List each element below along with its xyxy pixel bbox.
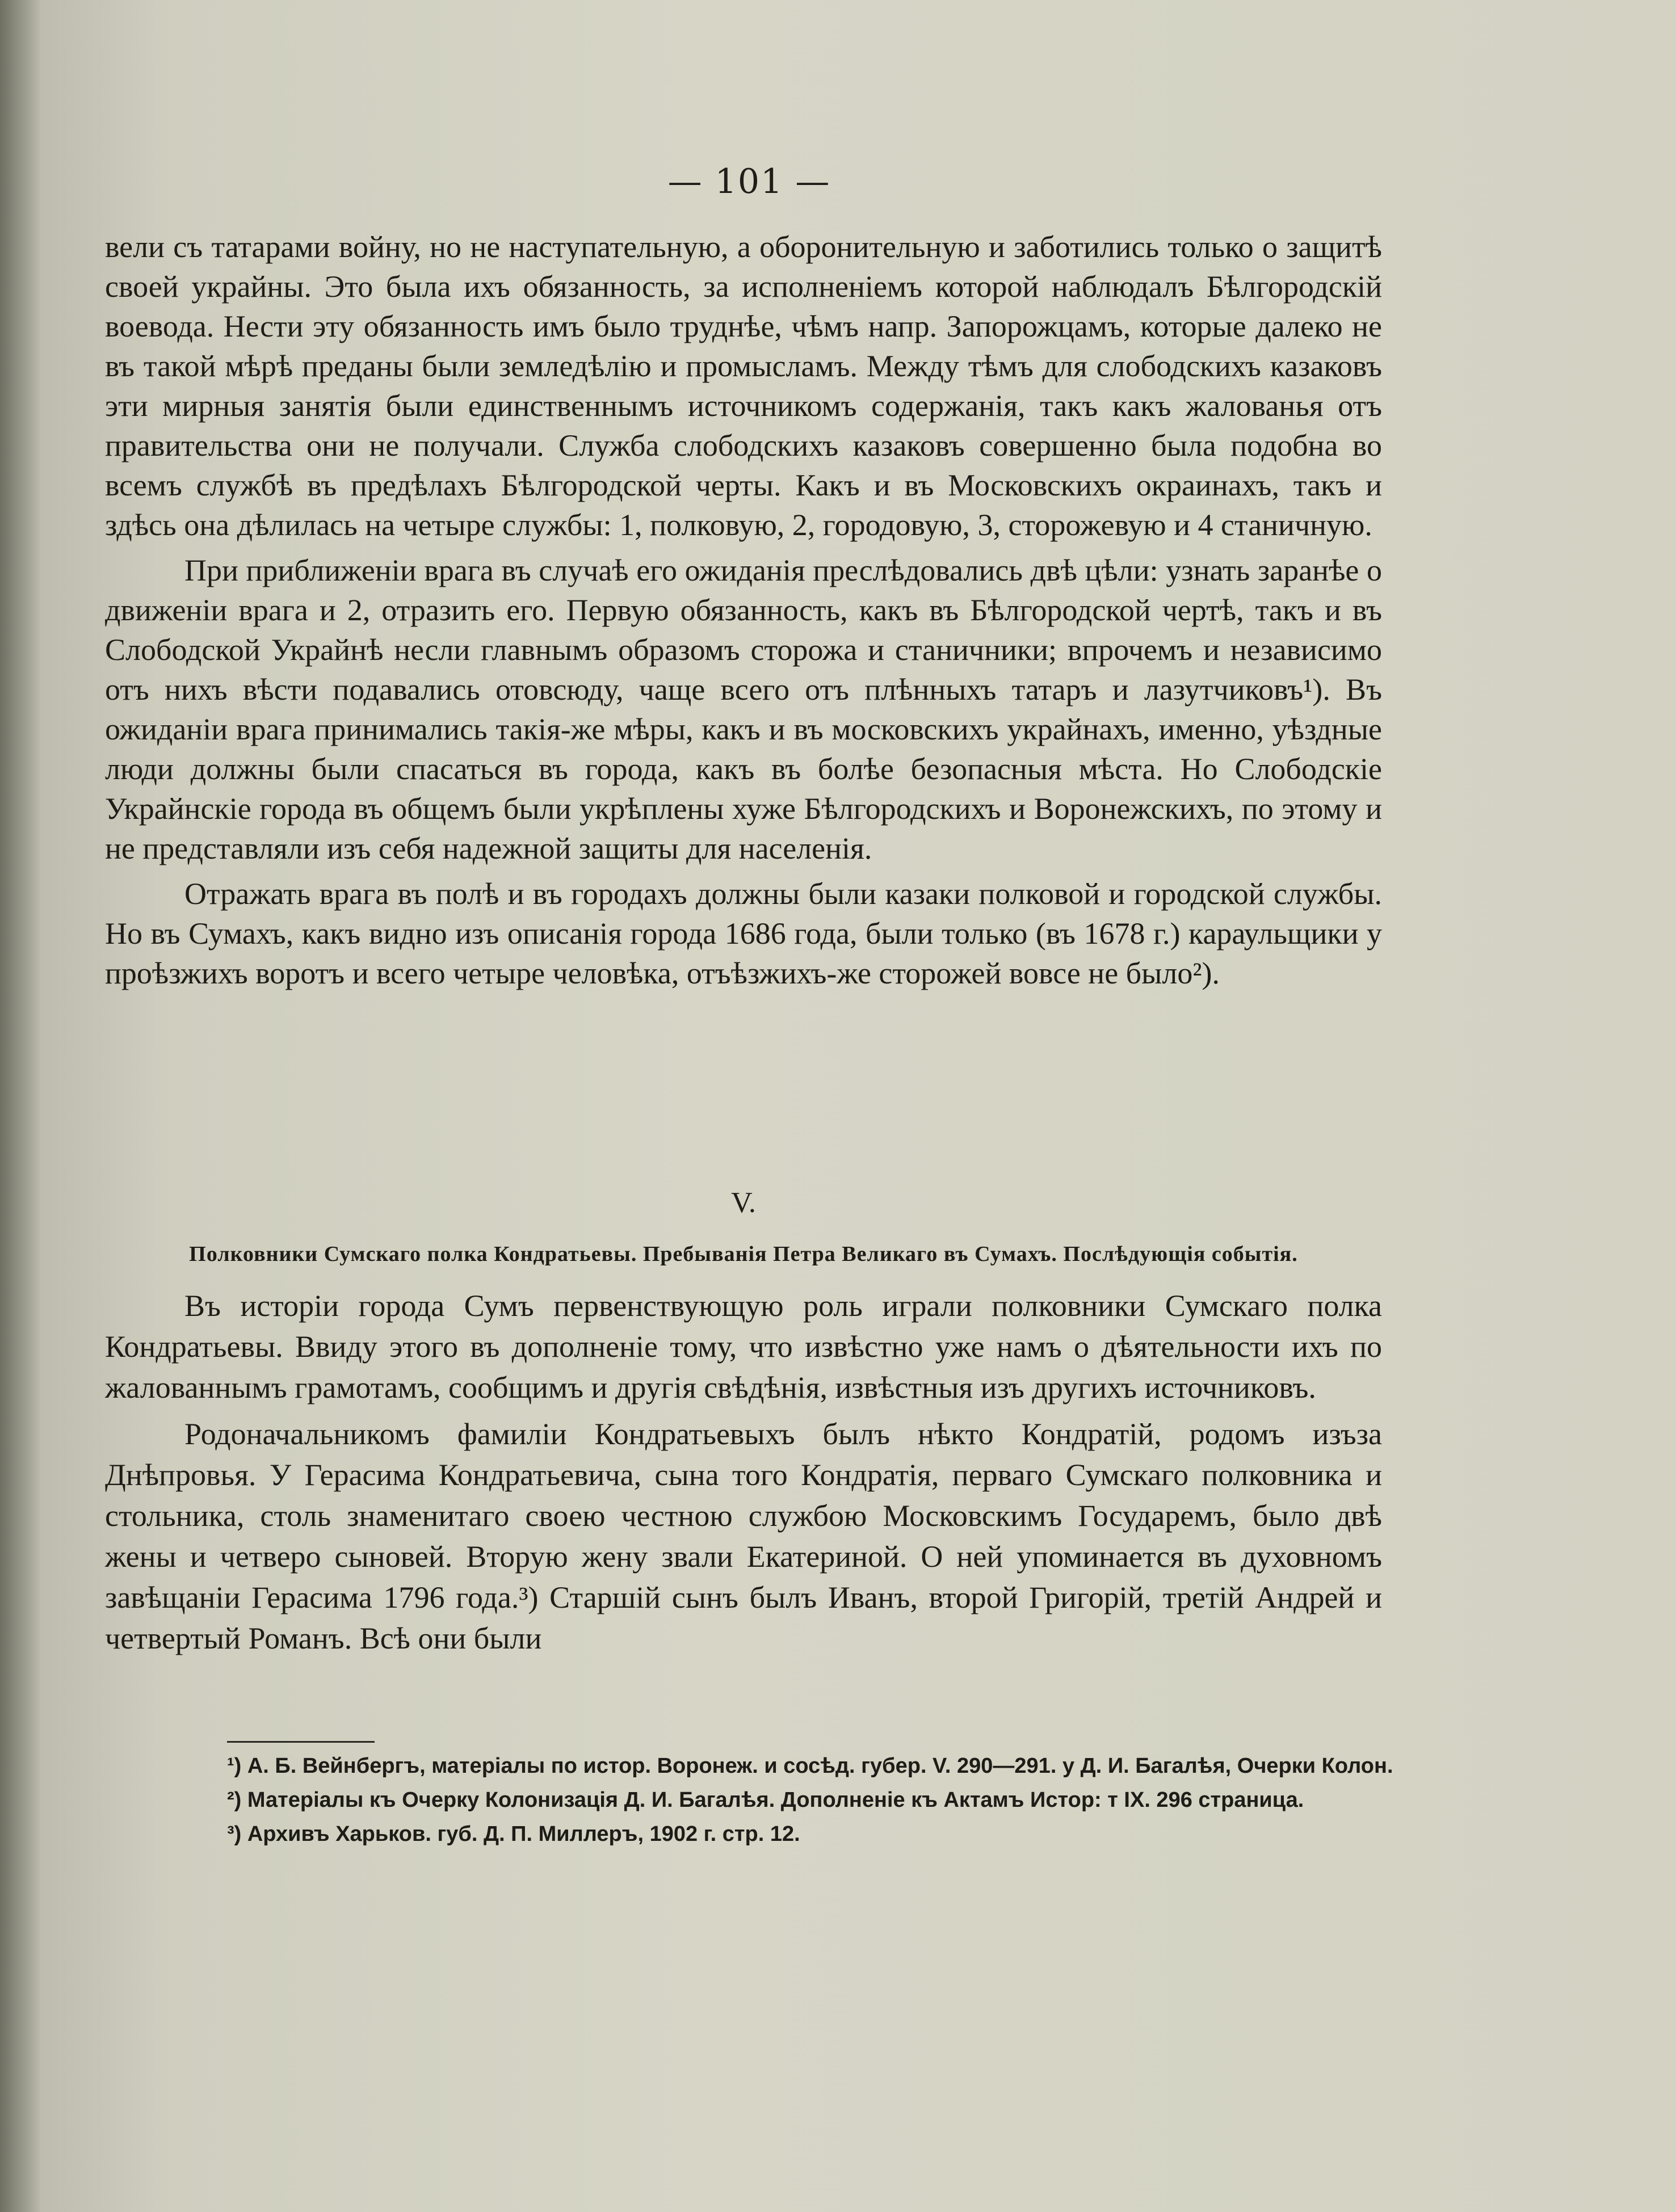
footnote: ¹) А. Б. Вейнбергъ, матеріалы по истор. Воронеж. и сосѣд. губер. V. 290—291. у Д. И. Багалѣя, Очерки Колон. [227,1754,1393,1778]
footnote-divider [227,1741,375,1743]
paragraph: Отражать врага въ полѣ и въ городахъ должны были казаки полковой и городской службы. Но въ Сумахъ, какъ видно изъ описанія города 1686 года, были только (въ 1678 г.) караульщики у проѣзжихъ воротъ и всего четыре человѣка, отъѣзжихъ-же сторожей вовсе не было²). [105,877,1382,990]
page-number: — 101 — [667,162,831,201]
footnote: ³) Архивъ Харьков. губ. Д. П. Миллеръ, 1902 г. стр. 12. [227,1822,800,1846]
book-page [40,0,1676,2212]
footnote: ²) Матеріалы къ Очерку Колонизація Д. И. Багалѣя. Дополненіе къ Актамъ Истор: т IX. 296 страница. [227,1788,1304,1812]
book-gutter [0,0,40,2212]
paragraph: Въ исторіи города Сумъ первенствующую роль играли полковники Сумскаго полка Кондратьевы. Ввиду этого въ дополненіе тому, что извѣстно уже намъ о дѣятельности ихъ по жалованнымъ грамотамъ, сообщимъ и другія свѣдѣнія, извѣстныя изъ другихъ источниковъ. [105,1289,1382,1404]
section-heading: Полковники Сумскаго полка Кондратьевы. Пребыванія Петра Великаго въ Сумахъ. Послѣдующія событія. [189,1242,1298,1266]
footnotes [227,1749,1413,1851]
paragraph: вели съ татарами войну, но не наступательную, а оборонительную и заботились только о защитѣ своей украйны. Это была ихъ обязанность, за исполненіемъ которой наблюдалъ Бѣлгородскій воевода. Нести эту обязанность имъ было труднѣе, чѣмъ напр. Запорожцамъ, которые далеко не въ такой мѣрѣ преданы были земледѣлію и промысламъ. Между тѣмъ для слободскихъ казаковъ эти мирныя занятія были единственнымъ источникомъ содержанія, такъ какъ жалованья отъ правительства они не получали. Служба слободскихъ казаковъ совершенно была подобна во всемъ службѣ въ предѣлахъ Бѣлгородской черты. Какъ и въ Московскихъ окраинахъ, такъ и здѣсь она дѣлилась на четыре службы: 1, полковую, 2, городовую, 3, сторожевую и 4 станичную. [105,230,1382,542]
paragraph: При приближеніи врага въ случаѣ его ожиданія преслѣдовались двѣ цѣли: узнать заранѣе о движеніи врага и 2, отразить его. Первую обязанность, какъ въ Бѣлгородской чертѣ, такъ и въ Слободской Украйнѣ несли главнымъ образомъ сторожа и станичники; впрочемъ и независимо отъ нихъ вѣсти подавались отовсюду, чаще всего отъ плѣнныхъ татаръ и лазутчиковъ¹). Въ ожиданіи врага принимались такія-же мѣры, какъ и въ московскихъ украйнахъ, именно, уѣздные люди должны были спасаться въ города, какъ въ болѣе безопасныя мѣста. Но Слободскіе Украйнскіе города въ общемъ были укрѣплены хуже Бѣлгородскихъ и Воронежскихъ, по этому и не представляли изъ себя надежной защиты для населенія. [105,553,1382,865]
section-v [105,1186,1382,1664]
main-text [105,227,1382,999]
section-number: V. [731,1187,756,1219]
section-text [105,1285,1382,1659]
paragraph: Родоначальникомъ фамиліи Кондратьевыхъ былъ нѣкто Кондратій, родомъ изъза Днѣпровья. У Герасима Кондратьевича, сына того Кондратія, перваго Сумскаго полковника и стольника, столь знаменитаго своею честною службою Московскимъ Государемъ, было двѣ жены и четверо сыновей. Вторую жену звали Екатериной. О ней упоминается въ духовномъ завѣщаніи Герасима 1796 года.³) Старшій сынъ былъ Иванъ, второй Григорій, третій Андрей и четвертый Романъ. Всѣ они были [105,1417,1382,1655]
